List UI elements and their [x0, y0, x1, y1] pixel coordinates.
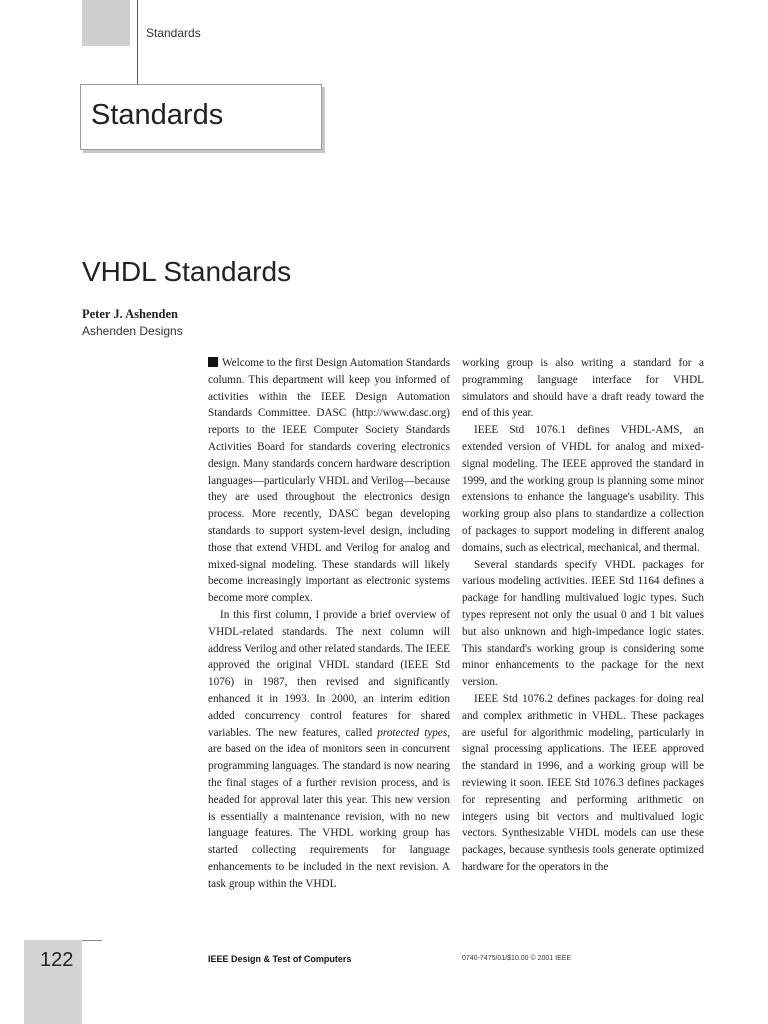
author-affiliation: Ashenden Designs — [82, 324, 183, 338]
journal-name: IEEE Design & Test of Computers — [208, 954, 352, 964]
paragraph — [208, 607, 450, 893]
paragraph: working group is also writing a standard for a programming language interface for VHDL simulators and should have a draft ready toward the end of this year. — [462, 357, 704, 420]
emphasis-term: protected types — [377, 726, 448, 739]
body-column-left — [208, 355, 450, 893]
header-vertical-rule — [137, 0, 138, 84]
start-marker-icon — [208, 357, 218, 367]
paragraph-text: , are based on the idea of monitors seen in concurrent programming languages. The standard is now nearing the final stages of a further revision process, and is headed for approval later this year. This new version is essentially a maintenance revision, with no new language features. The VHDL working group has started collecting requirements for language enhancements to be included in the next revision. A task group within the VHDL — [208, 726, 450, 890]
paragraph: IEEE Std 1076.1 defines VHDL-AMS, an extended version of VHDL for analog and mixed-signal modeling. The IEEE approved the standard in 1999, and the working group is planning some minor extensions to enhance the language's usability. This working group also plans to standardize a collection of packages to support modeling in different analog domains, such as electrical, mechanical, and thermal. — [462, 424, 704, 554]
page-number: 122 — [40, 949, 74, 971]
paragraph-text: In this first column, I provide a brief overview of VHDL-related standards. The next column will address Verilog and other related standards. The IEEE approved the original VHDL standard (IEEE Std 1076) in 1987, then revised and significantly enhanced it in 1993. In 2000, an interim edition added concurrency control features for shared variables. The new features, called — [208, 608, 450, 739]
paragraph: IEEE Std 1076.2 defines packages for doing real and complex arithmetic in VHDL. These packages are useful for algorithmic modeling, particularly in signal processing applications. The IEEE approved the standard in 1996, and a working group will be reviewing it soon. IEEE Std 1076.3 defines packages for representing and performing arithmetic on integers using bit vectors and multivalued logic vectors. Synthesizable VHDL models can use these packages, because synthesis tools generate optimized hardware for the operators in the — [462, 692, 704, 873]
author-name: Peter J. Ashenden — [82, 307, 178, 321]
article-title: VHDL Standards — [82, 256, 292, 287]
body-column-right — [462, 355, 704, 876]
paragraph: Several standards specify VHDL packages for various modeling activities. IEEE Std 1164 defines a package for handling multivalued logic types. Such types represent not only the usual 0 and 1 bit values but also unknown and high-impedance logic states. This standard's working group is considering some minor enhancements to the package for the next version. — [462, 558, 704, 689]
running-head: Standards — [146, 26, 201, 40]
copyright-line: 0740-7475/01/$10.00 © 2001 IEEE — [462, 955, 572, 962]
footer-rule — [82, 940, 102, 941]
paragraph-text: Welcome to the first Design Automation Standards column. This department will keep you informed of activities within the IEEE Design Automation Standards Committee. DASC (http://www.dasc.org) reports to the IEEE Computer Society Standards Activities Board for standards covering electronics design. Many standards concern hardware description languages—particularly VHDL and Verilog—because they are used throughout the electronics design process. More recently, DASC began developing standards to support system-level design, including those that extend VHDL and Verilog for analog and mixed-signal modeling. These standards will likely become increasingly important as electronic systems become more complex. — [208, 357, 450, 605]
paragraph — [208, 355, 450, 607]
section-title: Standards — [91, 99, 224, 131]
section-title-box — [80, 84, 322, 150]
header-gray-tab — [82, 0, 130, 46]
